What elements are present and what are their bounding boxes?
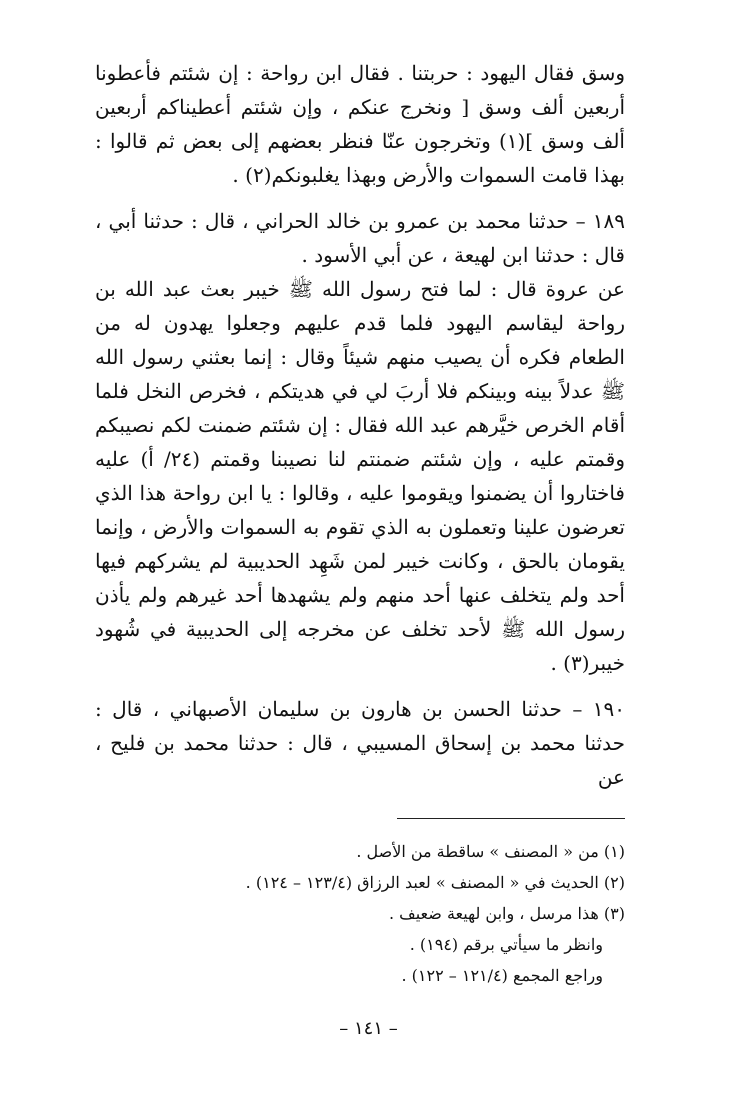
paragraph-hadith-190: ١٩٠ – حدثنا الحسن بن هارون بن سليمان الأصبهاني ، قال : حدثنا محمد بن إسحاق المسيبي ، قال : حدثنا محمد بن فليح ، عن bbox=[95, 697, 625, 789]
paragraph-continuation: وسق فقال اليهود : حربتنا . فقال ابن رواحة : إن شئتم فأعطونا أربعين ألف وسق [ ونخرج عنكم ، وإن شئتم أعطيناكم أربعين ألف وسق ](١) وتخرجون عنّا فنظر بعضهم إلى بعض ثم قالوا : بهذا قامت السموات والأرض وبهذا يغلبونكم(٢) . bbox=[95, 61, 625, 187]
footnote-3-line-3: وراجع المجمع (١٢١/٤ – ١٢٢) . bbox=[401, 966, 603, 985]
page-number: – ١٤١ – bbox=[339, 1018, 398, 1039]
footnote-divider bbox=[397, 818, 625, 819]
footnote-3-line-2: وانظر ما سيأتي برقم (١٩٤) . bbox=[409, 935, 603, 954]
footnotes bbox=[110, 836, 625, 991]
footnote-1: (١) من « المصنف » ساقطة من الأصل . bbox=[356, 842, 625, 861]
paragraph-urwa: عن عروة قال : لما فتح رسول الله ﷺ خيبر بعث عبد الله بن رواحة ليقاسم اليهود فلما قدم عليهم وجعلوا يهدون له من الطعام فكره أن يصيب منهم شيئاً وقال : إنما بعثني رسول الله ﷺ عدلاً بينه وبينكم فلا أربَ لي في هديتكم ، فخرص النخل فلما أقام الخرص خيَّرهم عبد الله فقال : إن شئتم ضمنت لكم نصيبكم وقمتم عليه ، وإن شئتم ضمنتم لنا نصيبنا وقمتم (٢٤/ أ) عليه فاختاروا أن يضمنوا ويقوموا عليه ، وقالوا : يا ابن رواحة هذا الذي تعرضون علينا وتعملون به الذي تقوم به السموات والأرض ، وإنما يقومان بالحق ، وكانت خيبر لمن شَهِد الحديبية لم يشركهم فيها أحد ولم يتخلف عنها أحد منهم ولم يشهدها أحد غيرهم ولم يأذن رسول الله ﷺ لأحد تخلف عن مخرجه إلى الحديبية في شُهود خيبر(٣) . bbox=[95, 277, 626, 675]
main-text bbox=[95, 56, 625, 794]
footnote-2: (٢) الحديث في « المصنف » لعبد الرزاق (١٢٣/٤ – ١٢٤) . bbox=[245, 873, 625, 892]
paragraph-hadith-189: ١٨٩ – حدثنا محمد بن عمرو بن خالد الحراني ، قال : حدثنا أبي ، قال : حدثنا ابن لهيعة ، عن أبي الأسود . bbox=[95, 209, 625, 267]
footnote-3: (٣) هذا مرسل ، وابن لهيعة ضعيف . bbox=[388, 904, 625, 923]
